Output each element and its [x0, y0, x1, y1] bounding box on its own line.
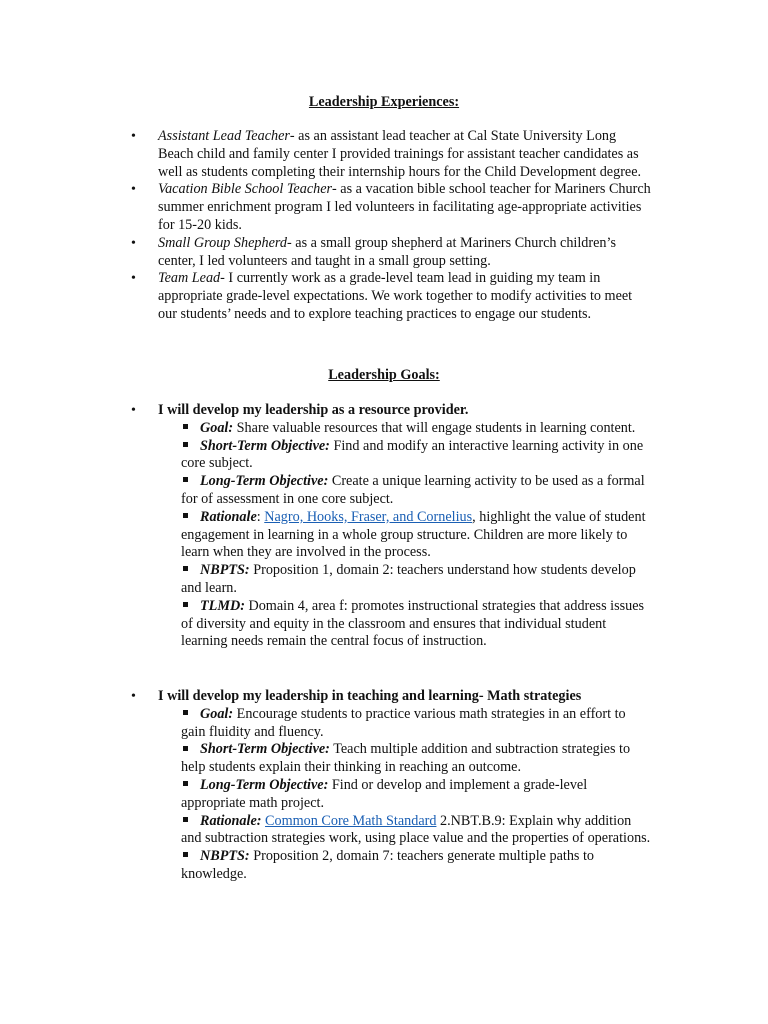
square-bullet-icon	[183, 566, 188, 571]
long-term-objective-item	[0, 473, 651, 509]
experiences-list	[0, 128, 768, 324]
square-bullet-icon	[183, 477, 188, 482]
nbpts-text: Proposition 2, domain 7: teachers generate multiple paths to knowledge.	[181, 848, 595, 882]
rationale-link[interactable]: Nagro, Hooks, Fraser, and Cornelius	[264, 508, 473, 525]
experience-text: - as a small group shepherd at Mariners Church children’s center, I led volunteers and taught in a small group setting.	[158, 234, 616, 269]
long-term-label: Long-Term Objective:	[200, 776, 329, 793]
goal-block-resource-provider	[0, 402, 768, 651]
square-bullet-icon	[183, 817, 188, 822]
short-term-label: Short-Term Objective:	[200, 437, 330, 454]
experience-title: Assistant Lead Teacher	[158, 128, 290, 144]
square-bullet-icon	[183, 513, 188, 518]
goal-block-math-strategies	[0, 688, 768, 884]
long-term-objective-item	[0, 777, 651, 813]
rationale-label: Rationale	[200, 508, 257, 525]
nbpts-label: NBPTS:	[200, 848, 250, 865]
experience-text: - as an assistant lead teacher at Cal State University Long Beach child and family center I provided trainings for assistant teacher candidates as well as students completing their internship hours for the Child Development degree.	[158, 128, 642, 180]
square-bullet-icon	[183, 746, 188, 751]
goal-label: Goal:	[200, 705, 234, 722]
rationale-text: , highlight the value of student engagement in learning in a whole group structure. Children are more likely to learn when they are involved in the process.	[181, 508, 646, 561]
rationale-separator: :	[256, 508, 265, 525]
rationale-label: Rationale:	[200, 812, 262, 829]
tlmd-item	[0, 598, 651, 651]
leadership-experiences-heading: Leadership Experiences:	[308, 94, 460, 110]
leadership-goals-heading: Leadership Goals:	[328, 367, 440, 383]
list-item	[0, 181, 654, 234]
experience-text: - as a vacation bible school teacher for Mariners Church summer enrichment program I led volunteers in facilitating age-appropriate activities for 15-20 kids.	[158, 181, 651, 233]
goal-item	[0, 420, 651, 438]
rationale-item	[0, 509, 651, 562]
goal-label: Goal:	[200, 419, 234, 436]
experience-title: Small Group Shepherd	[158, 234, 287, 251]
list-item	[0, 128, 654, 181]
list-item	[0, 235, 654, 271]
bullet-icon: •	[131, 235, 136, 251]
experience-text: - I currently work as a grade-level team lead in guiding my team in appropriate grade-level expectations. We work together to modify activities to meet our students’ needs and to explore teaching practices to engage our students.	[158, 270, 633, 322]
long-term-label: Long-Term Objective:	[200, 473, 329, 490]
nbpts-text: Proposition 1, domain 2: teachers understand how students develop and learn.	[181, 562, 636, 596]
goal-heading	[0, 688, 768, 706]
short-term-text: Teach multiple addition and subtraction strategies to help students explain their thinking in reaching an outcome.	[181, 741, 631, 776]
bullet-icon: •	[131, 182, 136, 198]
short-term-text: Find and modify an interactive learning activity in one core subject.	[181, 437, 644, 472]
rationale-link[interactable]: Common Core Math Standard	[265, 812, 437, 829]
short-term-objective-item	[0, 438, 651, 474]
goal-item	[0, 706, 651, 742]
tlmd-label: TLMD:	[200, 597, 245, 614]
square-bullet-icon	[183, 442, 188, 447]
short-term-objective-item	[0, 741, 651, 777]
experience-title: Vacation Bible School Teacher	[158, 181, 333, 198]
square-bullet-icon	[183, 781, 188, 786]
square-bullet-icon	[183, 852, 188, 857]
tlmd-text: Domain 4, area f: promotes instructional strategies that address issues of diversity and equity in the classroom and ensures that individual student learning needs remain the central focus of instruction.	[181, 597, 645, 650]
square-bullet-icon	[183, 710, 188, 715]
square-bullet-icon	[183, 424, 188, 429]
bullet-icon: •	[131, 129, 136, 144]
bullet-icon: •	[131, 689, 136, 704]
goal-heading-text: I will develop my leadership in teaching and learning- Math strategies	[158, 688, 582, 704]
nbpts-item	[0, 562, 651, 598]
nbpts-item	[0, 848, 651, 884]
goal-heading	[0, 402, 768, 420]
long-term-text: Create a unique learning activity to be used as a formal for of assessment in one core subject.	[181, 473, 645, 507]
goal-heading-text: I will develop my leadership as a resource provider.	[158, 402, 469, 418]
list-item	[0, 270, 654, 323]
goal-text: Encourage students to practice various math strategies in an effort to gain fluidity and fluency.	[181, 705, 626, 740]
square-bullet-icon	[183, 602, 188, 607]
bullet-icon: •	[131, 403, 136, 418]
rationale-item	[0, 813, 651, 849]
short-term-label: Short-Term Objective:	[200, 741, 330, 758]
long-term-text: Find or develop and implement a grade-level appropriate math project.	[181, 776, 588, 811]
experience-title: Team Lead	[158, 270, 221, 287]
rationale-text: 2.NBT.B.9: Explain why addition and subtraction strategies work, using place value and the properties of operations.	[181, 812, 651, 847]
bullet-icon: •	[131, 271, 136, 287]
nbpts-label: NBPTS:	[200, 562, 250, 579]
goal-text: Share valuable resources that will engage students in learning content.	[233, 419, 636, 436]
